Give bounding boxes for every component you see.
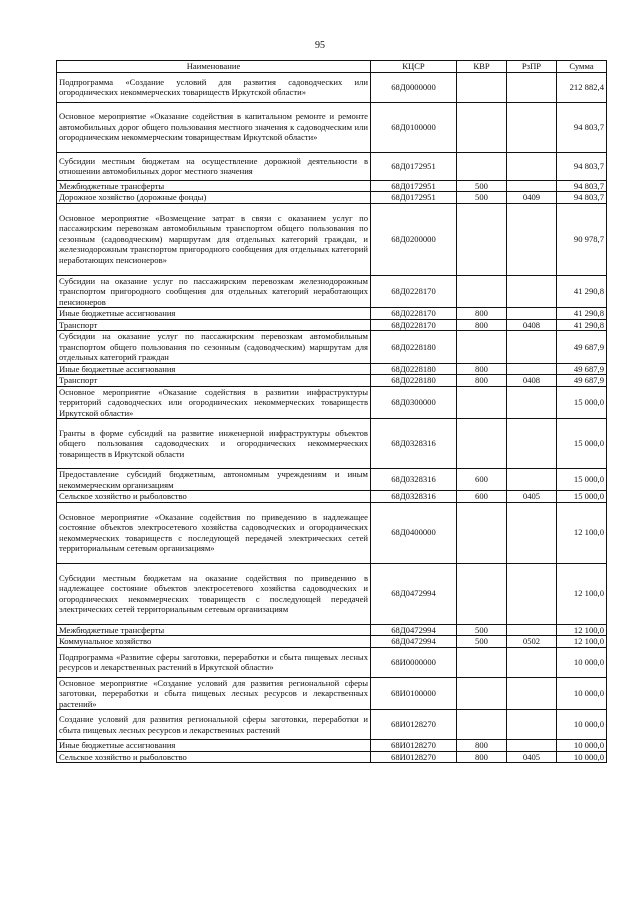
table-row — [57, 624, 607, 636]
cell-sum: 212 882,4 — [557, 72, 607, 102]
header-kvr: КВР — [457, 61, 507, 73]
cell-name: Межбюджетные трансферты — [57, 180, 371, 192]
cell-name: Субсидии на оказание услуг по пассажирским перевозкам железнодорожным транспортом пригородного сообщения для отдельных категорий неработающих пенсионеров — [57, 275, 371, 308]
cell-sum: 15 000,0 — [557, 419, 607, 469]
cell-name: Транспорт — [57, 319, 371, 331]
cell-kvr — [457, 331, 507, 364]
cell-kcsr: 68Д0172951 — [371, 180, 457, 192]
table-row — [57, 203, 607, 275]
cell-name: Основное мероприятие «Оказание содействия по приведению в надлежащее состояние объектов электросетевого хозяйства садоводческих и огороднических некоммерческих товариществ с последующей передачей электрических сетей территориальным сетевым организациям» — [57, 502, 371, 563]
table-row — [57, 152, 607, 180]
cell-kvr — [457, 710, 507, 740]
cell-rzpr — [507, 275, 557, 308]
cell-sum: 15 000,0 — [557, 386, 607, 419]
cell-kcsr: 68Д0472994 — [371, 563, 457, 624]
header-kcsr: КЦСР — [371, 61, 457, 73]
cell-kvr — [457, 203, 507, 275]
cell-sum: 94 803,7 — [557, 152, 607, 180]
cell-kvr — [457, 152, 507, 180]
cell-rzpr: 0405 — [507, 491, 557, 503]
cell-kvr: 500 — [457, 624, 507, 636]
cell-sum: 10 000,0 — [557, 740, 607, 752]
table-row — [57, 319, 607, 331]
cell-name: Подпрограмма «Создание условий для развития садоводческих или огороднических некоммерческих товариществ Иркутской области» — [57, 72, 371, 102]
cell-sum: 94 803,7 — [557, 180, 607, 192]
cell-name: Основное мероприятие «Оказание содействия в развитии инфраструктуры территорий садоводческих или огороднических некоммерческих товариществ Иркутской области» — [57, 386, 371, 419]
cell-name: Транспорт — [57, 375, 371, 387]
cell-name: Субсидии местным бюджетам на оказание содействия по приведению в надлежащее состояние объектов электросетевого хозяйства садоводческих и огороднических некоммерческих товариществ с последующей передачей электрических сетей территориальным сетевым организациям — [57, 563, 371, 624]
cell-kvr: 500 — [457, 636, 507, 648]
cell-name: Субсидии на оказание услуг по пассажирским перевозкам автомобильным транспортом общего пользования по сезонным (садоводческим) маршрутам для отдельных категорий граждан — [57, 331, 371, 364]
cell-sum: 12 100,0 — [557, 636, 607, 648]
table-row — [57, 375, 607, 387]
cell-kcsr: 68Д0328316 — [371, 469, 457, 491]
cell-kcsr: 68И0128270 — [371, 751, 457, 763]
page-number: 95 — [315, 40, 325, 51]
cell-sum: 12 100,0 — [557, 502, 607, 563]
cell-sum: 10 000,0 — [557, 677, 607, 710]
cell-name: Основное мероприятие «Создание условий для развития региональной сферы заготовки, переработки и сбыта пищевых лесных ресурсов и лекарственных растений» — [57, 677, 371, 710]
cell-sum: 41 290,8 — [557, 275, 607, 308]
cell-kcsr: 68Д0472994 — [371, 636, 457, 648]
table-body — [57, 72, 607, 763]
cell-kvr: 800 — [457, 375, 507, 387]
cell-rzpr — [507, 469, 557, 491]
cell-kcsr: 68Д0228180 — [371, 331, 457, 364]
cell-name: Гранты в форме субсидий на развитие инженерной инфраструктуры объектов общего пользования садоводческих и огороднических некоммерческих товариществ в Иркутской области — [57, 419, 371, 469]
table-row — [57, 647, 607, 677]
cell-rzpr — [507, 710, 557, 740]
cell-rzpr — [507, 502, 557, 563]
header-sum: Сумма — [557, 61, 607, 73]
cell-rzpr — [507, 102, 557, 152]
table-row — [57, 275, 607, 308]
cell-rzpr — [507, 308, 557, 320]
header-row — [57, 61, 607, 73]
cell-kvr: 600 — [457, 491, 507, 503]
cell-kvr — [457, 386, 507, 419]
cell-rzpr — [507, 386, 557, 419]
cell-sum: 49 687,9 — [557, 363, 607, 375]
cell-kvr — [457, 647, 507, 677]
cell-sum: 10 000,0 — [557, 647, 607, 677]
cell-kcsr: 68Д0000000 — [371, 72, 457, 102]
cell-kcsr: 68Д0228170 — [371, 275, 457, 308]
cell-rzpr — [507, 647, 557, 677]
cell-kvr: 800 — [457, 319, 507, 331]
cell-rzpr — [507, 563, 557, 624]
table-row — [57, 469, 607, 491]
cell-kvr — [457, 677, 507, 710]
cell-name: Сельское хозяйство и рыболовство — [57, 751, 371, 763]
cell-kvr — [457, 72, 507, 102]
cell-rzpr — [507, 740, 557, 752]
cell-name: Иные бюджетные ассигнования — [57, 308, 371, 320]
table-row — [57, 636, 607, 648]
cell-name: Дорожное хозяйство (дорожные фонды) — [57, 192, 371, 204]
header-rzpr: РзПР — [507, 61, 557, 73]
cell-rzpr: 0408 — [507, 375, 557, 387]
table-row — [57, 331, 607, 364]
cell-kvr: 800 — [457, 308, 507, 320]
cell-kvr: 800 — [457, 740, 507, 752]
cell-rzpr — [507, 72, 557, 102]
cell-kvr — [457, 419, 507, 469]
header-name: Наименование — [57, 61, 371, 73]
cell-rzpr — [507, 677, 557, 710]
cell-kcsr: 68Д0228180 — [371, 375, 457, 387]
cell-rzpr — [507, 419, 557, 469]
cell-name: Субсидии местным бюджетам на осуществление дорожной деятельности в отношении автомобильных дорог местного значения — [57, 152, 371, 180]
cell-name: Создание условий для развития региональной сферы заготовки, переработки и сбыта пищевых лесных ресурсов и лекарственных растений — [57, 710, 371, 740]
cell-sum: 90 978,7 — [557, 203, 607, 275]
cell-sum: 49 687,9 — [557, 375, 607, 387]
cell-name: Межбюджетные трансферты — [57, 624, 371, 636]
table-row — [57, 180, 607, 192]
cell-rzpr: 0405 — [507, 751, 557, 763]
cell-kvr: 800 — [457, 363, 507, 375]
cell-sum: 49 687,9 — [557, 331, 607, 364]
cell-sum: 41 290,8 — [557, 308, 607, 320]
cell-name: Иные бюджетные ассигнования — [57, 363, 371, 375]
table-row — [57, 72, 607, 102]
cell-kcsr: 68Д0172951 — [371, 192, 457, 204]
table-row — [57, 192, 607, 204]
cell-sum: 12 100,0 — [557, 624, 607, 636]
cell-kvr: 800 — [457, 751, 507, 763]
table-row — [57, 491, 607, 503]
cell-rzpr — [507, 180, 557, 192]
cell-kcsr: 68Д0228180 — [371, 363, 457, 375]
cell-kcsr: 68И0100000 — [371, 677, 457, 710]
table-row — [57, 751, 607, 763]
cell-kcsr: 68И0000000 — [371, 647, 457, 677]
cell-rzpr — [507, 363, 557, 375]
budget-table — [56, 60, 607, 763]
cell-kcsr: 68Д0300000 — [371, 386, 457, 419]
cell-sum: 15 000,0 — [557, 469, 607, 491]
cell-kcsr: 68Д0172951 — [371, 152, 457, 180]
cell-kcsr: 68Д0400000 — [371, 502, 457, 563]
cell-name: Иные бюджетные ассигнования — [57, 740, 371, 752]
cell-kcsr: 68Д0100000 — [371, 102, 457, 152]
cell-sum: 10 000,0 — [557, 710, 607, 740]
cell-kcsr: 68Д0328316 — [371, 419, 457, 469]
cell-kcsr: 68И0128270 — [371, 740, 457, 752]
cell-rzpr — [507, 624, 557, 636]
cell-sum: 15 000,0 — [557, 491, 607, 503]
cell-kvr — [457, 502, 507, 563]
cell-sum: 94 803,7 — [557, 192, 607, 204]
table-row — [57, 363, 607, 375]
cell-sum: 41 290,8 — [557, 319, 607, 331]
cell-rzpr: 0502 — [507, 636, 557, 648]
cell-rzpr — [507, 203, 557, 275]
cell-sum: 10 000,0 — [557, 751, 607, 763]
table-row — [57, 677, 607, 710]
cell-kvr: 500 — [457, 192, 507, 204]
cell-kvr — [457, 275, 507, 308]
cell-sum: 12 100,0 — [557, 563, 607, 624]
table-row — [57, 102, 607, 152]
cell-name: Сельское хозяйство и рыболовство — [57, 491, 371, 503]
cell-kcsr: 68Д0200000 — [371, 203, 457, 275]
cell-kcsr: 68Д0228170 — [371, 308, 457, 320]
cell-name: Подпрограмма «Развитие сферы заготовки, переработки и сбыта пищевых лесных ресурсов и лекарственных растений в Иркутской области» — [57, 647, 371, 677]
cell-rzpr — [507, 331, 557, 364]
cell-sum: 94 803,7 — [557, 102, 607, 152]
cell-name: Предоставление субсидий бюджетным, автономным учреждениям и иным некоммерческим организациям — [57, 469, 371, 491]
cell-rzpr: 0408 — [507, 319, 557, 331]
cell-name: Коммунальное хозяйство — [57, 636, 371, 648]
table-row — [57, 740, 607, 752]
cell-kvr: 500 — [457, 180, 507, 192]
cell-kcsr: 68Д0328316 — [371, 491, 457, 503]
table-row — [57, 502, 607, 563]
table-row — [57, 308, 607, 320]
table-row — [57, 710, 607, 740]
cell-kcsr: 68Д0228170 — [371, 319, 457, 331]
cell-kcsr: 68И0128270 — [371, 710, 457, 740]
cell-name: Основное мероприятие «Оказание содействия в капитальном ремонте и ремонте автомобильных дорог общего пользования местного значения к садоводческим или огородническим некоммерческим товариществам Иркутской области» — [57, 102, 371, 152]
cell-kcsr: 68Д0472994 — [371, 624, 457, 636]
table-row — [57, 386, 607, 419]
cell-name: Основное мероприятие «Возмещение затрат в связи с оказанием услуг по пассажирским перевозкам автомобильным транспортом общего пользования по сезонным (садоводческим) маршрутам для отдельных категорий граждан, и железнодорожным транспортом пригородного сообщения для отдельных категорий неработающих пенсионеров» — [57, 203, 371, 275]
cell-kvr: 600 — [457, 469, 507, 491]
table-row — [57, 563, 607, 624]
table-row — [57, 419, 607, 469]
cell-rzpr: 0409 — [507, 192, 557, 204]
cell-kvr — [457, 563, 507, 624]
cell-rzpr — [507, 152, 557, 180]
cell-kvr — [457, 102, 507, 152]
